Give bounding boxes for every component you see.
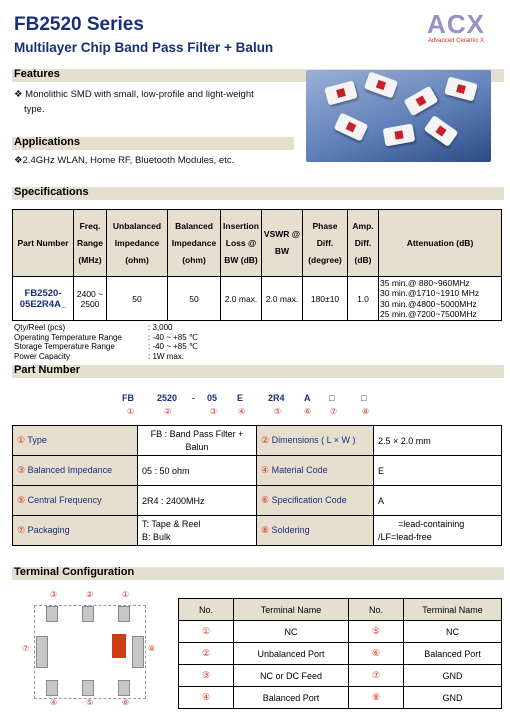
pn-circle: ① [127, 407, 135, 416]
misc-label: Operating Temperature Range [14, 332, 122, 342]
applications-title: Applications [14, 136, 81, 148]
pin-pad [132, 636, 144, 668]
product-photo [306, 70, 491, 162]
terminal-name: Balanced Port [234, 687, 349, 709]
spec-freq: 2400 ~ 2500 [74, 277, 107, 321]
option-label: ⑤ Central Frequency [13, 486, 138, 516]
logo-tagline: Advanced Ceramic X [427, 38, 485, 44]
features-line-2: type. [24, 104, 45, 115]
attenuation-line: 25 min.@7200~7500MHz [380, 309, 477, 319]
part-number-header [12, 365, 504, 378]
applications-line: ❖2.4GHz WLAN, Home RF, Bluetooth Modules, etc. [14, 155, 235, 166]
pin-label: ① [122, 590, 130, 599]
option-value: 05 : 50 ohm [138, 456, 257, 486]
terminal-header-cell: Terminal Name [234, 599, 349, 621]
pin-pad [82, 680, 94, 696]
terminal-no: ③ [179, 665, 234, 687]
terminal-name: Unbalanced Port [234, 643, 349, 665]
pn-options-table [12, 425, 502, 546]
terminal-no: ⑤ [349, 621, 404, 643]
pn-code-solder: □ [361, 393, 367, 403]
table-row [179, 643, 502, 665]
logo-text: ACX [427, 9, 485, 39]
option-value: A [374, 486, 502, 516]
pin-pad [118, 680, 130, 696]
spec-header: Insertion Loss @ BW (dB) [221, 210, 262, 277]
pin-pad [36, 636, 48, 668]
pn-code-spec: A [304, 393, 311, 403]
spec-amp: 1.0 [348, 277, 379, 321]
terminal-no: ⑦ [349, 665, 404, 687]
features-line-1: ❖ Monolithic SMD with small, low-profile and light-weight [14, 89, 254, 100]
pn-code-fb: FB [122, 393, 134, 403]
spec-il: 2.0 max. [221, 277, 262, 321]
terminal-name: NC or DC Feed [234, 665, 349, 687]
spec-vswr: 2.0 max. [262, 277, 303, 321]
spec-attenuation [379, 277, 502, 321]
pn-circle: ⑥ [304, 407, 312, 416]
pn-circle: ④ [238, 407, 246, 416]
terminal-no: ⑥ [349, 643, 404, 665]
attenuation-line: 30 min.@1710~1910 MHz [380, 288, 480, 298]
misc-specs [14, 323, 198, 361]
pn-code-freq: 2R4 [268, 393, 285, 403]
misc-value: : -40 ~ +85 ℃ [148, 342, 198, 351]
pin-pad [46, 606, 58, 622]
table-row [179, 621, 502, 643]
attenuation-line: 35 min.@ 880~960MHz [380, 277, 470, 288]
pn-code-size: 2520 [157, 393, 178, 403]
terminal-name: NC [404, 621, 502, 643]
option-value: =lead-containing /LF=lead-free [374, 516, 502, 546]
page-subtitle: Multilayer Chip Band Pass Filter + Balun [14, 40, 274, 55]
option-value: 2R4 : 2400MHz [138, 486, 257, 516]
misc-label: Power Capacity [14, 351, 71, 361]
specifications-title: Specifications [14, 186, 89, 198]
spec-header: Amp. Diff. (dB) [348, 210, 379, 277]
terminal-header-cell: Terminal Name [404, 599, 502, 621]
terminal-name: GND [404, 687, 502, 709]
pn-circle: ② [164, 407, 172, 416]
terminal-diagram [12, 588, 160, 710]
terminal-no: ① [179, 621, 234, 643]
terminal-no: ⑧ [349, 687, 404, 709]
spec-part-number: FB2520-05E2R4A_ [13, 277, 74, 321]
terminal-name: Balanced Port [404, 643, 502, 665]
brand-logo [416, 10, 496, 44]
terminal-name: NC [234, 621, 349, 643]
option-value: FB : Band Pass Filter + Balun [138, 426, 257, 456]
spec-header: Freq. Range (MHz) [74, 210, 107, 277]
option-value: T: Tape & Reel B: Bulk [138, 516, 257, 546]
pn-circle: ③ [210, 407, 218, 416]
pn-code-pack: □ [329, 393, 335, 403]
pin-pad [46, 680, 58, 696]
option-label: ⑥ Specification Code [257, 486, 374, 516]
part-number-title: Part Number [14, 364, 81, 376]
misc-label: Storage Temperature Range [14, 342, 115, 351]
pn-code-mat: E [237, 393, 244, 403]
terminal-no: ② [179, 643, 234, 665]
spec-phase: 180±10 [303, 277, 348, 321]
terminal-header-cell: No. [179, 599, 234, 621]
specifications-header [12, 187, 504, 200]
spec-header: Part Number [13, 210, 74, 277]
pn-circle: ⑦ [330, 407, 338, 416]
table-row [179, 665, 502, 687]
spec-header: VSWR @ BW [262, 210, 303, 277]
terminal-title: Terminal Configuration [14, 566, 135, 578]
pn-circle: ⑤ [274, 407, 282, 416]
option-label: ① Type [13, 426, 138, 456]
table-row [179, 687, 502, 709]
orientation-mark [112, 634, 126, 658]
spec-bal: 50 [168, 277, 221, 321]
features-title: Features [14, 68, 60, 80]
pin-label: ⑥ [122, 698, 130, 707]
misc-value: : 1W max. [148, 351, 185, 361]
misc-label: Qty/Reel (pcs) [14, 323, 66, 332]
option-label: ⑦ Packaging [13, 516, 138, 546]
pin-pad [82, 606, 94, 622]
terminal-header-cell: No. [349, 599, 404, 621]
pin-label: ⑦ [22, 644, 30, 653]
pin-label: ⑧ [148, 644, 156, 653]
terminal-header [12, 567, 504, 580]
pn-code-dash: - [192, 393, 195, 403]
option-value: 2.5 × 2.0 mm [374, 426, 502, 456]
spec-header: Unbalanced Impedance (ohm) [107, 210, 168, 277]
pin-label: ② [86, 590, 94, 599]
pin-label: ③ [50, 590, 58, 599]
pn-code-imp: 05 [207, 393, 218, 403]
misc-value: : 3,000 [148, 323, 173, 332]
pn-circle: ⑧ [362, 407, 370, 416]
pin-pad [118, 606, 130, 622]
option-label: ③ Balanced Impedance [13, 456, 138, 486]
terminal-no: ④ [179, 687, 234, 709]
pin-label: ⑤ [86, 698, 94, 707]
spec-header: Phase Diff. (degree) [303, 210, 348, 277]
page-title: FB2520 Series [14, 14, 144, 35]
option-label: ② Dimensions ( L × W ) [257, 426, 374, 456]
spec-header: Attenuation (dB) [379, 210, 502, 277]
attenuation-line: 30 min.@4800~5000MHz [380, 298, 477, 309]
terminal-table [178, 598, 502, 709]
pin-label: ④ [50, 698, 58, 707]
misc-value: : -40 ~ +85 ℃ [148, 332, 198, 342]
terminal-name: GND [404, 665, 502, 687]
spec-header: Balanced Impedance (ohm) [168, 210, 221, 277]
option-label: ④ Material Code [257, 456, 374, 486]
spec-unbal: 50 [107, 277, 168, 321]
spec-table [12, 209, 502, 321]
option-label: ⑧ Soldering [257, 516, 374, 546]
applications-header [12, 137, 294, 150]
option-value: E [374, 456, 502, 486]
